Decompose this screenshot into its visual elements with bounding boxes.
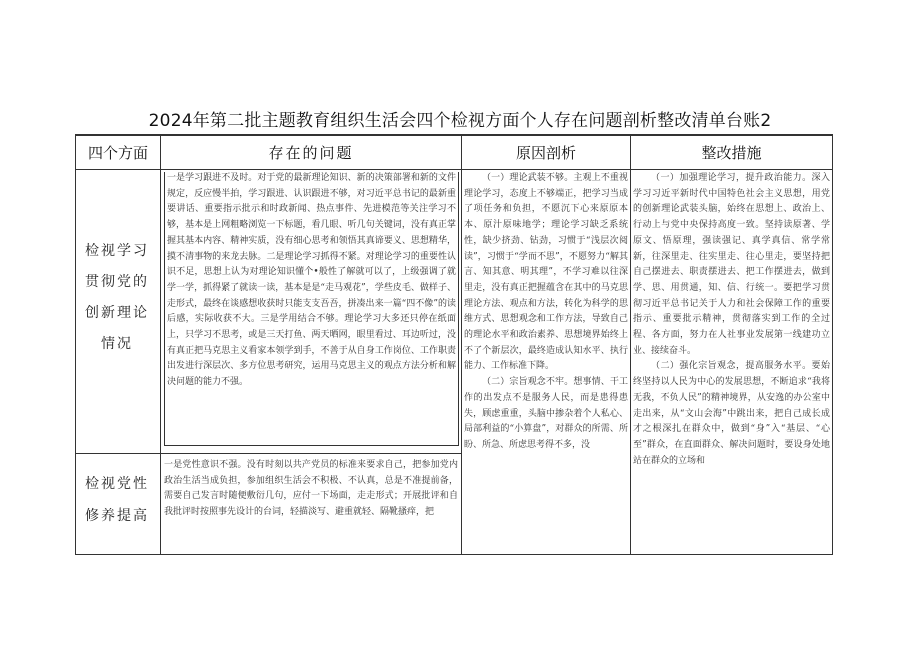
row-divider bbox=[75, 453, 461, 454]
cell-inner-line-left bbox=[164, 172, 165, 446]
causes-cell bbox=[464, 171, 628, 553]
header-bottom-border bbox=[75, 169, 833, 170]
header-problems: 存在的问题 bbox=[268, 144, 354, 162]
cell-inner-line-right bbox=[458, 172, 459, 446]
row-topic-study bbox=[78, 236, 156, 360]
cell-inner-line-bottom bbox=[164, 445, 459, 446]
cause-paragraph: （二）宗旨观念不牢。想事情、干工作的出发点不是服务人民，而是患得患失，顾虑重重，头脑中掺杂着个人私心、局部利益的“小算盘”，对群众的所需、所盼、所急、所虑思考得不多，没 bbox=[464, 377, 628, 450]
table-bottom-border bbox=[75, 554, 833, 555]
cause-paragraph: （一）理论武装不够。主观上不重视理论学习，态度上不够端正，把学习当成了项任务和负担，不愿沉下心来原原本本、原汁原味地学；理论学习缺乏系统性，缺少挤劲、钻劲，习惯于“浅层次阅读”，习惯于“学而不思”，不愿努力“解其言、知其意、明其理”，不学习难以往深里走，没有真正把握蕴含在其中的马克思理论方法、观点和方法，转化为科学的思维方式、思想观念和工作方法，导致自己的理论水平和政治素养、思想境界始终上不了个新层次，最终造成认知水平、执行能力、工作标准下降。 bbox=[464, 173, 628, 372]
topic-line: 情况 bbox=[101, 336, 133, 352]
header-causes: 原因剖析 bbox=[515, 144, 576, 162]
header-measures: 整改措施 bbox=[701, 144, 762, 162]
table-right-border bbox=[832, 134, 833, 555]
document-title: 2024年第二批主题教育组织生活会四个检视方面个人存在问题剖析整改清单台账2 bbox=[148, 111, 772, 131]
table-top-border bbox=[75, 134, 833, 136]
header-aspects: 四个方面 bbox=[87, 144, 148, 162]
topic-line: 贯彻党的 bbox=[85, 274, 149, 290]
measures-cell bbox=[633, 171, 830, 553]
col-divider-3 bbox=[630, 134, 631, 555]
topic-line: 修养提高 bbox=[85, 508, 149, 524]
topic-line: 检视学习 bbox=[85, 243, 149, 259]
col-divider-2 bbox=[461, 134, 462, 555]
measure-paragraph: （二）强化宗旨观念，提高服务水平。要始终坚持以人民为中心的发展思想，不断追求“我将无我，不负人民”的精神境界，从安逸的办公室中走出来，从“文山会海”中跳出来，把自己成长成才之根深扎在群众中，做到“身”入“基层、“心至”群众，在直面群众、解决问题时，要设身处地站在群众的立场和 bbox=[633, 361, 830, 466]
problems-cell-party-spirit bbox=[164, 458, 458, 552]
problems-text: 一是党性意识不强。没有时刻以共产党员的标准来要求自己，把参加党内政治生活当成负担，参加组织生活会不积极、不认真，总是不准提前备，需要自己发言时随便敷衍几句，应付一下场面，走走形式；开展批评和自我批评时按照事先设计的台词，轻描淡写、避重就轻、隔靴搔痒，把 bbox=[164, 460, 458, 518]
topic-line: 检视党性 bbox=[85, 476, 149, 492]
col-divider-1 bbox=[160, 134, 161, 555]
topic-line: 创新理论 bbox=[85, 305, 149, 321]
problems-cell-study bbox=[167, 171, 456, 443]
problems-text: 一是学习跟进不及时。对于党的最新理论知识、新的决策部署和新的文件规定，反应慢半拍，学习跟进、认识跟进不够，对习近平总书记的最新重要讲话、重要指示批示和时政新闻、热点事件、先进模范等关注学习不够，基本是上网粗略浏览一下标题，看几眼、听几句关键词，没有真正掌握其基本内容、精神实质，没有细心思考和领悟其真谛要义、思想精华，摸不清事物的来龙去脉。二是理论学习抓得不紧。对理论学习的重要性认识不足，思想上认为对理论知识懂个•般性了解就可以了，上级强调了就学一学，抓得紧了就读一读，基本是是“走马观花”，学些皮毛、做样子、走形式，最终在谈感想收获时只能支支吾吾，拼凑出来一篇“四不像”的读后感，实际收获不大。三是学用结合不够。理论学习大多还只停在纸面上，只学习不思考，或是三天打鱼、两天晒网，眼里看过、耳边听过，没有真正把马克思主义看家本领学到手，不善于从自身工作岗位、工作职责出发进行深层次、多方位思考研究，运用马克思主义的观点方法分析和解决问题的能力不强。 bbox=[167, 173, 456, 388]
row-topic-party-spirit bbox=[78, 468, 156, 532]
measure-paragraph: （一）加强理论学习，提升政治能力。深入学习习近平新时代中国特色社会主义思想，用党的创新理论武装头脑，始终在思想上、政治上、行动上与党中央保持高度一致。坚持读原著、学原文、悟原理，强读强记、真学真信、常学常新，往深里走、往实里走、往心里走，要坚持把自己摆进去、职责摆进去、把工作摆进去，做到学、思、用贯通，知、信、行统一。要把学习贯彻习近平总书记关于人力和社会保障工作的重要指示、重要批示精神，贯彻落实到工作的全过程、各方面，努力在人社事业发展第一线建功立业、接续奋斗。 bbox=[633, 173, 830, 356]
table-left-border bbox=[75, 134, 76, 555]
